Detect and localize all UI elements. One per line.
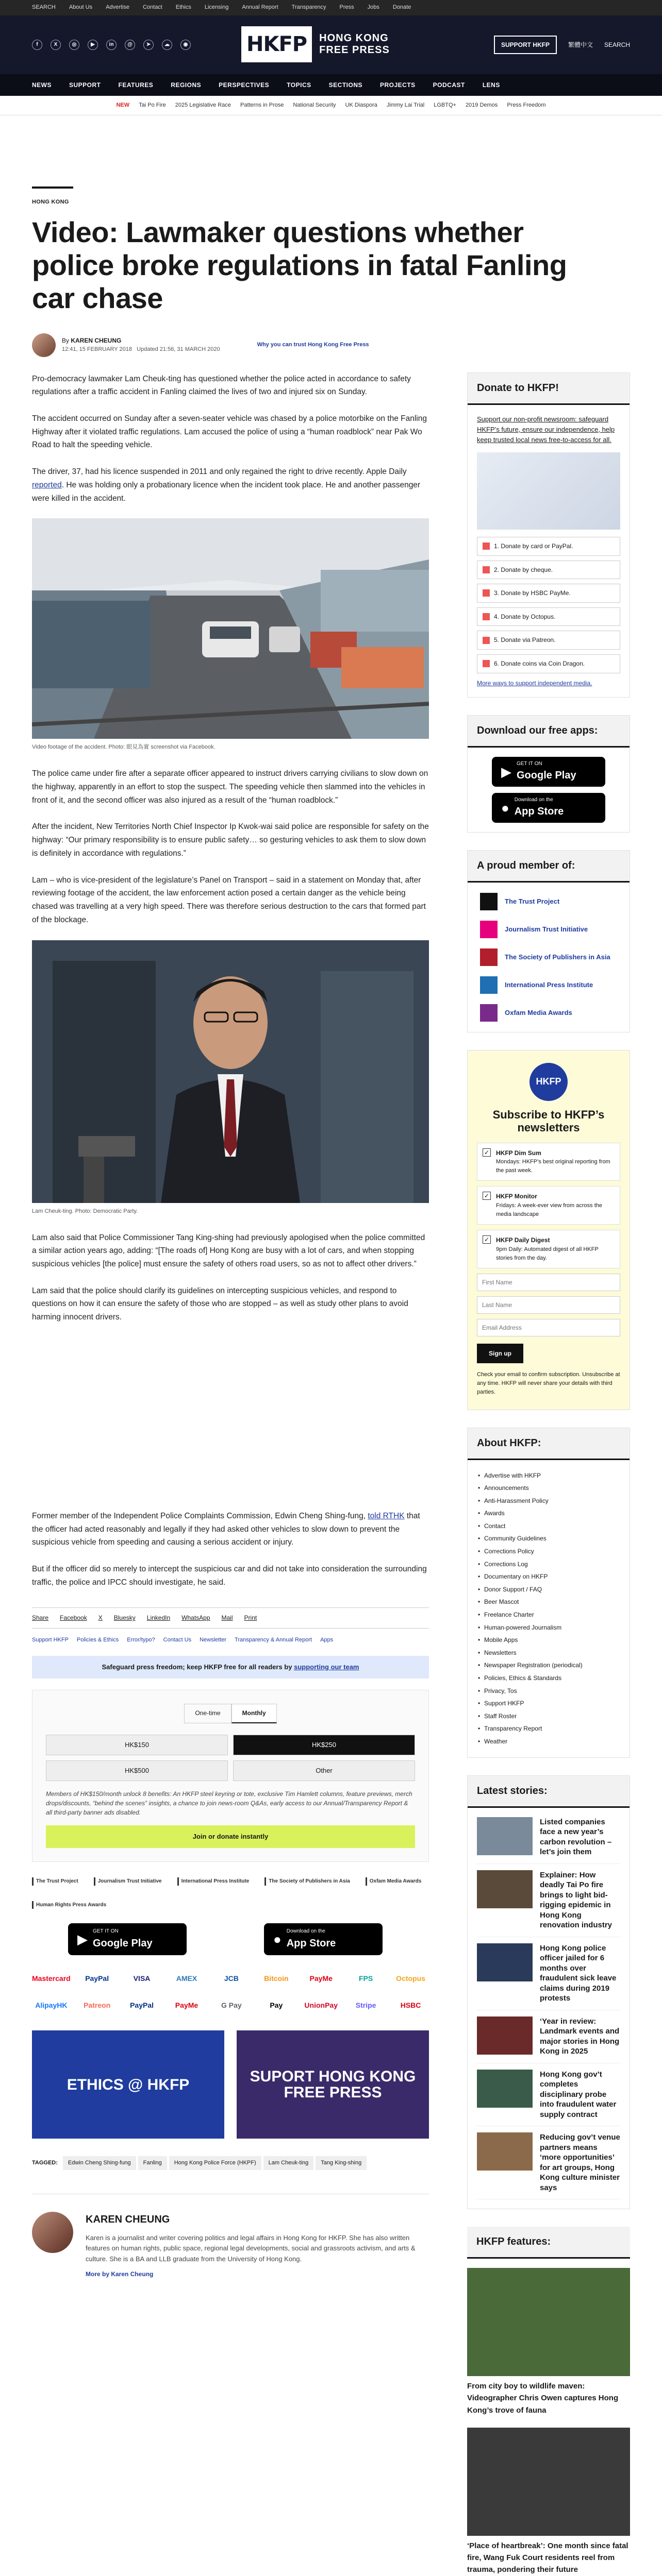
apple-icon: ● (273, 1931, 282, 1947)
share-link[interactable]: WhatsApp (181, 1614, 210, 1622)
nav-item[interactable]: SECTIONS (328, 81, 362, 89)
lam-cheuk-ting-image (32, 940, 429, 1203)
payment-logo: UnionPay (304, 2001, 338, 2010)
support-banner: Safeguard press freedom; keep HKFP free for all readers by supporting our team (32, 1656, 429, 1679)
payment-logo: HSBC (400, 2001, 421, 2010)
author-photo[interactable] (32, 2212, 73, 2253)
about-link[interactable]: • Policies, Ethics & Standards (477, 1672, 620, 1685)
about-link[interactable]: • Documentary on HKFP (477, 1570, 620, 1583)
trending-item[interactable]: Patterns in Prose (240, 101, 284, 108)
paragraph: The accident occurred on Sunday after a seven-seater vehicle was chased by a police motorbike on the Fanling Highway after it violated traffic regulations. Lam accused the police of using a “human roadblock” near Pak Wo Road to halt the speeding vehicle. (32, 414, 427, 450)
author-name[interactable]: KAREN CHEUNG (71, 336, 122, 344)
ethics-promo[interactable]: ETHICS @ HKFP (32, 2030, 224, 2139)
paragraph: After the incident, New Territories North Chief Inspector Ip Kwok-wai said police are responsible for safety on the highway: “Our primary responsibility is to ensure public safety… so gesturing vehicles to ask them to slow down is definitely in accordance with regulations.” (32, 822, 429, 858)
trending-item[interactable]: 2019 Demos (465, 101, 498, 108)
checkbox-icon[interactable]: ✓ (483, 1192, 491, 1200)
member-org[interactable] (468, 943, 630, 971)
latest-story[interactable] (477, 1811, 620, 1864)
payment-logo: VISA (133, 1974, 151, 1983)
payment-logo: Octopus (396, 1974, 425, 1983)
donate-widget (467, 372, 630, 698)
org-logo-icon (480, 1004, 498, 1022)
nav-item[interactable]: PODCAST (433, 81, 465, 89)
about-widget (467, 1428, 630, 1758)
about-link[interactable]: • Weather (477, 1735, 620, 1748)
trending-item[interactable]: LGBTQ+ (434, 101, 456, 108)
tag-link[interactable]: Edwin Cheng Shing-fung (63, 2156, 136, 2170)
paragraph: Lam also said that Police Commissioner Tang King-shing had previously apologised when the police committed a similar action years ago, adding: “[The roads of] Hong Kong are busy with a lot of cars, and when stopping suspicious vehicles [the police] must ensure the safety of others road users, so as not to affect other drivers.” (32, 1233, 425, 1268)
payment-logo: Bitcoin (264, 1974, 289, 1983)
about-link[interactable]: • Advertise with HKFP (477, 1469, 620, 1482)
first-name-input[interactable] (477, 1274, 620, 1291)
sidebar-app-store-badge[interactable]: ● Download on the App Store (492, 793, 605, 823)
paragraph: Lam – who is vice-president of the legislature’s Panel on Transport – said in a statement on Monday that, after reviewing footage of the accident, the law enforcement action posed a certain danger as the vehicle being chased was travelling at a very high speed. There was therefore serious destruction to the cars that formed part of the blockage. (32, 875, 426, 924)
amount-option[interactable]: Other (233, 1760, 415, 1781)
donate-option[interactable]: 6. Donate coins via Coin Dragon. (477, 654, 620, 673)
payment-logo: FPS (359, 1974, 373, 1983)
story-thumbnail[interactable] (477, 1817, 533, 1855)
donate-option[interactable]: 3. Donate by HSBC PayMe. (477, 584, 620, 603)
feature-image[interactable] (467, 2268, 630, 2376)
org-logo-icon (480, 921, 498, 938)
about-link[interactable]: • Beer Mascot (477, 1596, 620, 1608)
member-title: A proud member of: (468, 851, 630, 883)
nav-item[interactable]: SUPPORT (69, 81, 101, 89)
payment-logo: PayPal (130, 2001, 154, 2010)
lawmaker-photo (32, 940, 429, 1203)
app-store-badges (32, 1923, 429, 1955)
paragraph: The police came under fire after a separate officer appeared to instruct drivers carrying civilians to slow down on the highway, apparently in an effort to stop the suspect. The speeding vehicle then slammed into the vehicles in front of it, and the second officer was also injured as a result of the “human roadblock.” (32, 769, 428, 805)
about-link[interactable]: • Awards (477, 1507, 620, 1520)
bluesky-icon[interactable]: ☁ (162, 40, 172, 50)
trending-item[interactable]: Press Freedom (507, 101, 546, 108)
about-title: About HKFP: (468, 1428, 630, 1460)
about-link[interactable]: • Corrections Policy (477, 1545, 620, 1558)
support-button[interactable]: SUPPORT HKFP (494, 36, 557, 55)
accident-video-frame[interactable] (32, 518, 429, 739)
about-link[interactable]: • Mobile Apps (477, 1634, 620, 1647)
member-org[interactable] (468, 888, 630, 916)
about-link[interactable]: • Staff Roster (477, 1710, 620, 1723)
share-link[interactable]: X (98, 1614, 103, 1622)
payment-logo: Stripe (355, 2001, 376, 2010)
donate-option[interactable]: 4. Donate by Octopus. (477, 607, 620, 626)
story-thumbnail[interactable] (477, 2070, 533, 2108)
newsletter-note: Check your email to confirm subscription. Unsubscribe at any time. HKFP will never share your details with third parties. (477, 1371, 620, 1396)
story-thumbnail[interactable] (477, 1943, 533, 1981)
about-link[interactable]: • Privacy, Tos (477, 1685, 620, 1698)
share-link[interactable]: Mail (221, 1614, 233, 1622)
press-link[interactable]: Press (339, 4, 354, 11)
about-link[interactable]: • Newspaper Registration (periodical) (477, 1659, 620, 1672)
updated-date: Updated 21:56, 31 MARCH 2020 (137, 346, 220, 353)
partner-logo: The Society of Publishers in Asia (264, 1877, 350, 1886)
payment-logo: JCB (224, 1974, 239, 1983)
latest-story[interactable] (477, 2063, 620, 2127)
email-input[interactable] (477, 1319, 620, 1336)
google-play-badge[interactable]: ▶ GET IT ON Google Play (68, 1923, 187, 1955)
tags-label: TAGGED: (32, 2160, 58, 2166)
footer-link[interactable]: Contact Us (163, 1637, 192, 1643)
amount-option-selected[interactable]: HK$250 (233, 1735, 415, 1755)
tag-link[interactable]: Fanling (138, 2156, 167, 2170)
about-link[interactable]: • Donor Support / FAQ (477, 1583, 620, 1596)
category-label[interactable]: HONG KONG (32, 199, 69, 205)
story-title[interactable]: Listed companies face a new year’s carbon revolution – let’s join them (540, 1817, 612, 1857)
story-thumbnail[interactable] (477, 2132, 533, 2171)
top-bar (0, 0, 662, 15)
contact-link[interactable]: Contact (142, 4, 162, 11)
annual-report-link[interactable]: Annual Report (242, 4, 278, 11)
newsletter-desc: Fridays: A week-ever view from across the media landscape (496, 1202, 603, 1218)
hkfp-badge: HKFP (529, 1063, 568, 1101)
payment-logo: Patreon (84, 2001, 111, 2010)
one-time-tab[interactable]: One-time (184, 1704, 231, 1723)
org-name: The Trust Project (505, 897, 560, 906)
paragraph: Lam said that the police should clarify its guidelines on intercepting suspicious vehicles, and respond to questions on how it can ensure the safety of those who are stopped – as well as study other plans to avoid harming innocent drivers. (32, 1286, 408, 1322)
tags (32, 2154, 429, 2172)
feature-title[interactable]: ‘Place of heartbreak’: One month since fatal fire, Wang Fuk Court residents reel from trauma, pondering their future (467, 2541, 628, 2574)
story-thumbnail[interactable] (477, 2016, 533, 2055)
linkedin-icon[interactable]: in (106, 40, 117, 50)
org-name: Oxfam Media Awards (505, 1009, 572, 1017)
trending-bar (0, 96, 662, 115)
payment-logo: PayPal (85, 1974, 109, 1983)
latest-story[interactable] (477, 1864, 620, 1937)
checkbox-icon[interactable]: ✓ (483, 1235, 491, 1244)
share-bar (32, 1607, 429, 1629)
nav-item[interactable]: FEATURES (118, 81, 154, 89)
rss-icon[interactable]: ◉ (180, 40, 191, 50)
tag-link[interactable]: Hong Kong Police Force (HKPF) (169, 2156, 261, 2170)
donate-intro[interactable]: Support our non-profit newsroom: safeguard HKFP’s future, ensure our independence, help keep trusted local news free-to-access for all. (477, 415, 615, 444)
social-icons (32, 40, 191, 50)
features-widget (467, 2227, 630, 2576)
apple-icon: ● (501, 800, 509, 816)
newsletter-desc: Mondays: HKFP’s best original reporting from the past week. (496, 1159, 610, 1174)
payment-logo: PayMe (309, 1974, 333, 1983)
feature-story[interactable] (467, 2428, 630, 2576)
instagram-icon[interactable]: ◎ (69, 40, 79, 50)
author-avatar[interactable] (32, 333, 56, 357)
share-link[interactable]: Facebook (60, 1614, 87, 1622)
share-link[interactable]: LinkedIn (146, 1614, 171, 1622)
newsletter-name: HKFP Monitor (496, 1193, 537, 1200)
org-name: Journalism Trust Initiative (505, 925, 588, 934)
paragraph: Pro-democracy lawmaker Lam Cheuk-ting has questioned whether the police acted in accordance to safety regulations after a traffic accident in Fanling claimed the lives of two and injured six on Sunday. (32, 374, 411, 397)
more-by-author-link[interactable]: More by Karen Cheung (86, 2270, 154, 2278)
language-link[interactable]: 繁體中文 (568, 41, 593, 48)
apps-title: Download our free apps: (468, 716, 630, 748)
site-logo[interactable] (241, 24, 390, 65)
join-button[interactable]: Join or donate instantly (46, 1825, 415, 1848)
nav-item[interactable]: NEWS (32, 81, 52, 89)
footer-link[interactable]: Apps (320, 1637, 334, 1643)
trending-item[interactable]: UK Diaspora (345, 101, 377, 108)
newsletter-title: Subscribe to HKFP’s newsletters (492, 1108, 605, 1134)
logo-text: HONG KONG FREE PRESS (319, 32, 390, 56)
nav-item[interactable]: PERSPECTIVES (219, 81, 270, 89)
trending-item[interactable]: National Security (293, 101, 336, 108)
org-name: The Society of Publishers in Asia (505, 953, 610, 961)
paragraph: But if the officer did so merely to intercept the suspicious car and did not take into consideration the surrounding traffic, the police and IPCC should investigate, he said. (32, 1565, 427, 1587)
feature-title[interactable]: From city boy to wildlife maven: Videographer Chris Owen captures Hong Kong’s trove of fauna (467, 2382, 619, 2415)
partner-logo: Journalism Trust Initiative (94, 1877, 162, 1886)
threads-icon[interactable]: @ (125, 40, 135, 50)
nav-item[interactable]: PROJECTS (379, 81, 416, 89)
telegram-icon[interactable]: ➤ (143, 40, 154, 50)
newsletter-option[interactable] (477, 1230, 620, 1268)
payment-methods (32, 1970, 429, 2015)
youtube-icon[interactable]: ▶ (88, 40, 98, 50)
header-search[interactable]: SEARCH (604, 41, 630, 48)
member-org[interactable] (468, 971, 630, 999)
article-body (32, 372, 429, 1589)
accident-scene-image (32, 518, 429, 739)
search-link[interactable]: SEARCH (32, 4, 56, 11)
checkbox-icon[interactable]: ✓ (483, 1148, 491, 1157)
latest-widget (467, 1775, 630, 2210)
image-caption: Lam Cheuk-ting. Photo: Democratic Party. (32, 1208, 138, 1214)
trending-item[interactable]: Jimmy Lai Trial (386, 101, 425, 108)
google-play-icon: ▶ (501, 764, 511, 779)
rthk-link[interactable]: told RTHK (368, 1511, 405, 1520)
member-org[interactable] (468, 916, 630, 943)
footer-link[interactable]: Support HKFP (32, 1637, 69, 1643)
partner-logo: Human Rights Press Awards (32, 1901, 106, 1909)
paragraph: The driver, 37, had his licence suspended in 2011 and only regained the right to drive recently. Apple Daily reported. He was holding only a probationary licence when the incident took place. He and another passenger were killed in the accident. (32, 467, 421, 503)
google-play-icon: ▶ (77, 1931, 88, 1947)
amount-option[interactable]: HK$500 (46, 1760, 228, 1781)
footer-link[interactable]: Policies & Ethics (76, 1637, 119, 1643)
membership-widget (467, 850, 630, 1032)
nav-item[interactable]: REGIONS (171, 81, 202, 89)
jobs-link[interactable]: Jobs (367, 4, 379, 11)
newsletter-name: HKFP Daily Digest (496, 1236, 550, 1244)
about-link[interactable]: • Human-powered Journalism (477, 1621, 620, 1634)
author-box (32, 2194, 429, 2279)
donate-option[interactable]: 2. Donate by cheque. (477, 561, 620, 580)
payment-logo: G Pay (221, 2001, 242, 2010)
org-logo-icon (480, 948, 498, 966)
org-name: International Press Institute (505, 981, 593, 989)
about-link[interactable]: • Newsletters (477, 1647, 620, 1659)
amount-option[interactable]: HK$150 (46, 1735, 228, 1755)
signup-button[interactable]: Sign up (477, 1344, 523, 1364)
trending-item[interactable]: 2025 Legislative Race (175, 101, 231, 108)
about-link[interactable]: • Anti-Harassment Policy (477, 1495, 620, 1507)
footer-links (32, 1636, 429, 1645)
donate-option[interactable]: 1. Donate by card or PayPal. (477, 537, 620, 556)
payment-logo: Pay (270, 2001, 283, 2010)
reported-link[interactable]: reported (32, 480, 62, 489)
features-title: HKFP features: (467, 2227, 630, 2259)
licensing-link[interactable]: Licensing (204, 4, 229, 11)
payment-logo: AlipayHK (35, 2001, 68, 2010)
latest-title: Latest stories: (468, 1776, 630, 1808)
category-rule (32, 187, 73, 189)
trending-label: NEW (116, 101, 130, 108)
partner-logo: International Press Institute (177, 1877, 250, 1886)
newsletter-option[interactable] (477, 1186, 620, 1225)
x-icon[interactable]: X (51, 40, 61, 50)
tag-link[interactable]: Lam Cheuk-ting (263, 2156, 314, 2170)
story-title[interactable]: ‘Year in review: Landmark events and major stories in Hong Kong in 2025 (540, 2016, 620, 2056)
about-link[interactable]: • Contact (477, 1520, 620, 1533)
trending-item[interactable]: Tai Po Fire (139, 101, 166, 108)
story-title[interactable]: Reducing gov’t venue partners means ‘more opportunities’ for art groups, Hong Kong culture minister says (540, 2133, 620, 2192)
donate-illustration (477, 452, 620, 530)
last-name-input[interactable] (477, 1296, 620, 1314)
latest-story[interactable] (477, 1937, 620, 2010)
about-link[interactable]: About Us (69, 4, 93, 11)
feature-image[interactable] (467, 2428, 630, 2536)
donate-title: Donate to HKFP! (468, 373, 630, 405)
share-link[interactable]: Bluesky (113, 1614, 136, 1622)
transparency-link[interactable]: Transparency (291, 4, 326, 11)
trust-link[interactable]: Why you can trust Hong Kong Free Press (257, 342, 369, 348)
footer-link[interactable]: Transparency & Annual Report (235, 1637, 312, 1643)
story-title[interactable]: Hong Kong police officer jailed for 6 months over fraudulent sick leave claims during 2019 protests (540, 1943, 617, 2003)
author-bio: Karen is a journalist and writer covering politics and legal affairs in Hong Kong for HKFP. She has also written features on human rights, public space, regional legal developments, social and grassroots activism, and arts & culture. She is a BA and LLB graduate from the University of Hong Kong. (86, 2234, 416, 2263)
about-link[interactable]: • Announcements (477, 1482, 620, 1495)
nav-item[interactable]: TOPICS (287, 81, 311, 89)
about-link[interactable]: • Community Guidelines (477, 1532, 620, 1545)
nav-item[interactable]: LENS (482, 81, 500, 89)
org-logo-icon (480, 976, 498, 994)
newsletter-option[interactable] (477, 1143, 620, 1181)
org-logo-icon (480, 893, 498, 910)
apps-widget (467, 715, 630, 833)
partner-logo: The Trust Project (32, 1877, 78, 1886)
support-team-link[interactable]: supporting our team (294, 1663, 359, 1671)
publish-date: 12:41, 15 FEBRUARY 2018 (62, 346, 132, 353)
about-link[interactable]: • Freelance Charter (477, 1608, 620, 1621)
support-promo[interactable]: SUPORT HONG KONG FREE PRESS (237, 2030, 429, 2139)
sidebar-google-play-badge[interactable]: ▶ GET IT ON Google Play (492, 757, 605, 787)
more-ways-link[interactable]: More ways to support independent media. (477, 679, 592, 687)
image-caption: Video footage of the accident. Photo: 眼見為實 screenshot via Facebook. (32, 744, 216, 751)
feature-story[interactable] (467, 2268, 630, 2416)
payment-logo: Mastercard (32, 1974, 71, 1983)
newsletter-desc: 9pm Daily: Automated digest of all HKFP stories from the day. (496, 1246, 599, 1261)
advertise-link[interactable]: Advertise (106, 4, 129, 11)
donation-box (32, 1690, 429, 1862)
story-title[interactable]: Explainer: How deadly Tai Po fire brings to light bid-rigging epidemic in Hong Kong renovation industry (540, 1870, 613, 1930)
footer-link[interactable]: Error/typo? (127, 1637, 155, 1643)
ethics-link[interactable]: Ethics (175, 4, 191, 11)
newsletter-name: HKFP Dim Sum (496, 1149, 541, 1157)
author-box-name[interactable]: KAREN CHEUNG (86, 2214, 170, 2226)
paragraph: Former member of the Independent Police Complaints Commission, Edwin Cheng Shing-fung, told RTHK that the officer had acted reasonably and legally if they had asked other vehicles to slow down to prevent the suspicious vehicle from speeding and causing a serious accident or injury. (32, 1511, 420, 1547)
donate-option[interactable]: 5. Donate via Patreon. (477, 631, 620, 650)
latest-story[interactable] (477, 2010, 620, 2063)
latest-story[interactable] (477, 2126, 620, 2199)
site-header (0, 15, 662, 74)
share-link[interactable]: Share (32, 1614, 49, 1622)
article-title: Video: Lawmaker questions whether police broke regulations in fatal Fanling car chase (32, 216, 567, 314)
about-link[interactable]: • Corrections Log (477, 1558, 620, 1571)
about-link[interactable]: • Support HKFP (477, 1697, 620, 1710)
newsletter-widget (467, 1050, 630, 1410)
member-org[interactable] (468, 999, 630, 1027)
about-link[interactable]: • Transparency Report (477, 1722, 620, 1735)
share-link[interactable]: Print (244, 1614, 257, 1622)
tag-link[interactable]: Tang King-shing (316, 2156, 367, 2170)
story-title[interactable]: Hong Kong gov’t completes disciplinary probe into fraudulent water supply contract (540, 2070, 617, 2119)
partner-logos (32, 1877, 429, 1909)
main-nav (0, 74, 662, 96)
partner-logo: Oxfam Media Awards (366, 1877, 422, 1886)
app-store-badge[interactable]: ● Download on the App Store (264, 1923, 383, 1955)
logo-mark: HKFP (241, 26, 312, 62)
membership-benefits: Members of HK$150/month unlock 8 benefits: An HKFP steel keyring or tote, exclusive Tim Hamlett columns, feature previews, merch drops/discounts, “behind the scenes” insights, a chance to join news-room Q&As, early access to our Annual/Transparency Report & all third-party banner ads disabled. (46, 1790, 412, 1817)
donate-link[interactable]: Donate (392, 4, 411, 11)
facebook-icon[interactable]: f (32, 40, 42, 50)
payment-logo: PayMe (175, 2001, 198, 2010)
payment-logo: AMEX (176, 1974, 197, 1983)
byline: By KAREN CHEUNG 12:41, 15 FEBRUARY 2018 Updated 21:56, 31 MARCH 2020 Why you can trust Hong Kong Free Press (32, 333, 630, 357)
footer-link[interactable]: Newsletter (200, 1637, 227, 1643)
story-thumbnail[interactable] (477, 1870, 533, 1908)
monthly-tab[interactable]: Monthly (231, 1704, 277, 1723)
